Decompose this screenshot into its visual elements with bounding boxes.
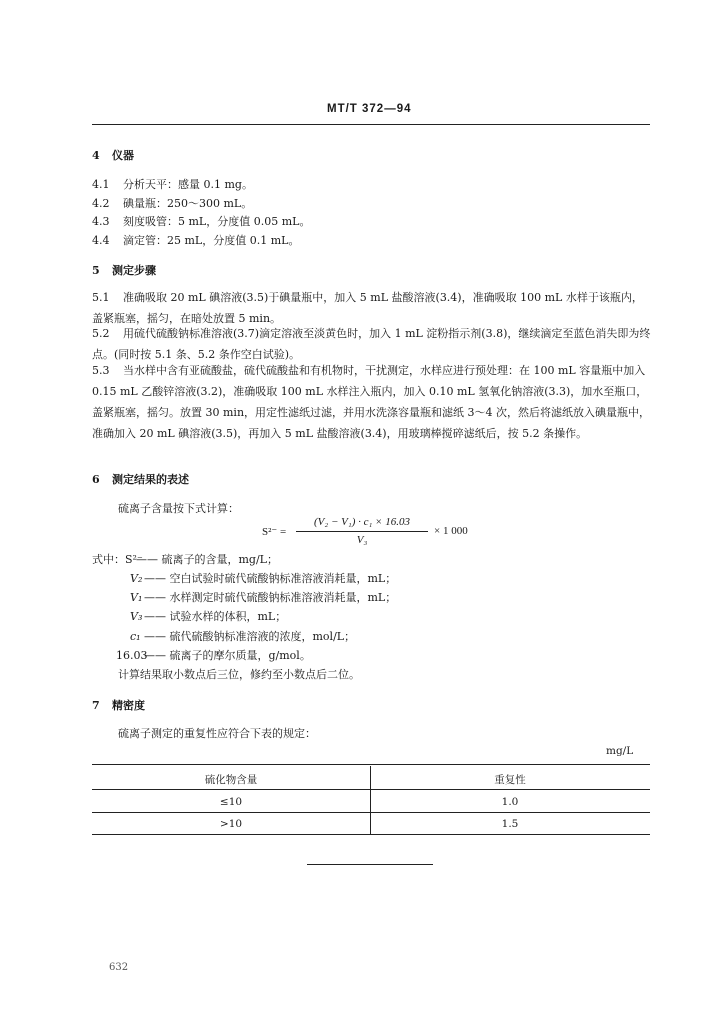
precision-intro: 硫离子测定的重复性应符合下表的规定：: [118, 727, 316, 740]
section-number: 6: [92, 473, 100, 486]
section-title: 测定步骤: [112, 264, 156, 277]
step-paragraph: [92, 323, 652, 365]
item-number: 4.3: [92, 215, 110, 228]
step-text: 准确吸取 20 mL 碘溶液(3.5)于碘量瓶中，加入 5 mL 盐酸溶液(3.4)，准确吸取 100 mL 水样于该瓶内，盖紧瓶塞，摇匀，在暗处放置 5 min。: [92, 291, 643, 325]
calculation-intro: 硫离子含量按下式计算：: [118, 502, 239, 515]
table-top-rule: [92, 764, 650, 765]
definition-text: —— 试验水样的体积，mL；: [144, 610, 287, 623]
section-number: 7: [92, 699, 100, 712]
item-number: 4.4: [92, 234, 110, 247]
step-text: 用硫代硫酸钠标准溶液(3.7)滴定溶液至淡黄色时，加入 1 mL 淀粉指示剂(3.8)，继续滴定至蓝色消失即为终点。(同时按 5.1 条、5.2 条作空白试验)。: [92, 327, 651, 361]
definition-row: [130, 628, 355, 644]
fraction-bar: [296, 531, 428, 532]
end-of-document-rule: [307, 864, 433, 865]
instrument-item: [92, 232, 299, 248]
definition-row: [130, 608, 286, 624]
item-number: 4.1: [92, 178, 110, 191]
definition-row: [116, 647, 311, 663]
definition-text: —— 水样测定时硫代硫酸钠标准溶液消耗量，mL；: [144, 591, 397, 604]
formula-lhs: S²⁻ =: [262, 526, 287, 538]
formula-rhs: × 1 000: [434, 525, 468, 537]
definition-text: —— 空白试验时硫代硫酸钠标准溶液消耗量，mL；: [144, 572, 397, 585]
step-number: 5.2: [92, 327, 110, 340]
item-text: 刻度吸管：5 mL，分度值 0.05 mL。: [123, 215, 311, 228]
standard-code-header: MT/T 372—94: [327, 103, 412, 115]
section-title: 仪器: [112, 149, 134, 162]
calculation-note: 计算结果取小数点后三位，修约至小数点后二位。: [118, 668, 360, 681]
section-number: 5: [92, 264, 100, 277]
item-text: 碘量瓶：250～300 mL。: [123, 197, 253, 210]
section-5-heading: [92, 262, 156, 278]
table-header-cell: 重复性: [494, 774, 526, 786]
table-header-cell: 硫化物含量: [204, 774, 258, 786]
item-text: 滴定管：25 mL，分度值 0.1 mL。: [123, 234, 300, 247]
section-number: 4: [92, 149, 100, 162]
section-4-heading: [92, 147, 134, 163]
definition-symbol: 式中：S²⁻: [92, 553, 143, 566]
definition-text: —— 硫离子的摩尔质量，g/mol。: [144, 649, 311, 662]
formula-denominator: V₃: [356, 534, 368, 546]
table-cell: >10: [219, 818, 243, 830]
step-paragraph: [92, 360, 652, 444]
section-title: 测定结果的表述: [112, 473, 189, 486]
table-cell: 1.5: [501, 818, 519, 830]
section-title: 精密度: [112, 699, 145, 712]
table-row-rule: [92, 812, 650, 813]
instrument-item: [92, 213, 310, 229]
header-rule: [92, 124, 650, 125]
table-bottom-rule: [92, 834, 650, 835]
definition-text: —— 硫代硫酸钠标准溶液的浓度，mol/L；: [144, 630, 356, 643]
step-number: 5.3: [92, 364, 110, 377]
table-cell: 1.0: [501, 796, 519, 808]
item-text: 分析天平：感量 0.1 mg。: [123, 178, 253, 191]
formula-fraction: [296, 516, 428, 546]
definition-text: —— 硫离子的含量，mg/L；: [136, 553, 278, 566]
definition-row: [130, 589, 396, 605]
step-text: 当水样中含有亚硫酸盐，硫代硫酸盐和有机物时，干扰测定，水样应进行预处理：在 100 mL 容量瓶中加入 0.15 mL 乙酸锌溶液(3.2)，准确吸取 100 mL 水样注入瓶内，加入 0.10 mL 氢氧化钠溶液(3.3)，加水至瓶口，盖紧瓶塞，摇匀。放置 30 min，用定性滤纸过滤，并用水洗涤容量瓶和滤纸 3～4 次，然后将滤纸放入碘量瓶中，准确加入 20 mL 碘溶液(3.5)，再加入 5 mL 盐酸溶液(3.4)，用玻璃棒搅碎滤纸后，按 5.2 条操作。: [92, 364, 651, 440]
section-6-heading: [92, 471, 189, 487]
definition-row: [92, 551, 278, 567]
instrument-item: [92, 176, 253, 192]
definition-symbol: V₂: [130, 572, 143, 585]
table-cell: ≤10: [219, 796, 243, 808]
definition-row: [130, 570, 396, 586]
formula-numerator: (V₂ − V₁) · c₁ × 16.03: [314, 516, 410, 528]
section-7-heading: [92, 697, 145, 713]
definition-symbol: c₁: [130, 630, 141, 643]
definition-symbol: V₃: [130, 610, 143, 623]
table-unit: mg/L: [606, 745, 634, 757]
item-number: 4.2: [92, 197, 110, 210]
table-header-rule: [92, 789, 650, 790]
page-number: 632: [109, 962, 129, 973]
definition-symbol: 16.03: [116, 649, 148, 662]
instrument-item: [92, 195, 252, 211]
step-number: 5.1: [92, 291, 110, 304]
definition-symbol: V₁: [130, 591, 143, 604]
